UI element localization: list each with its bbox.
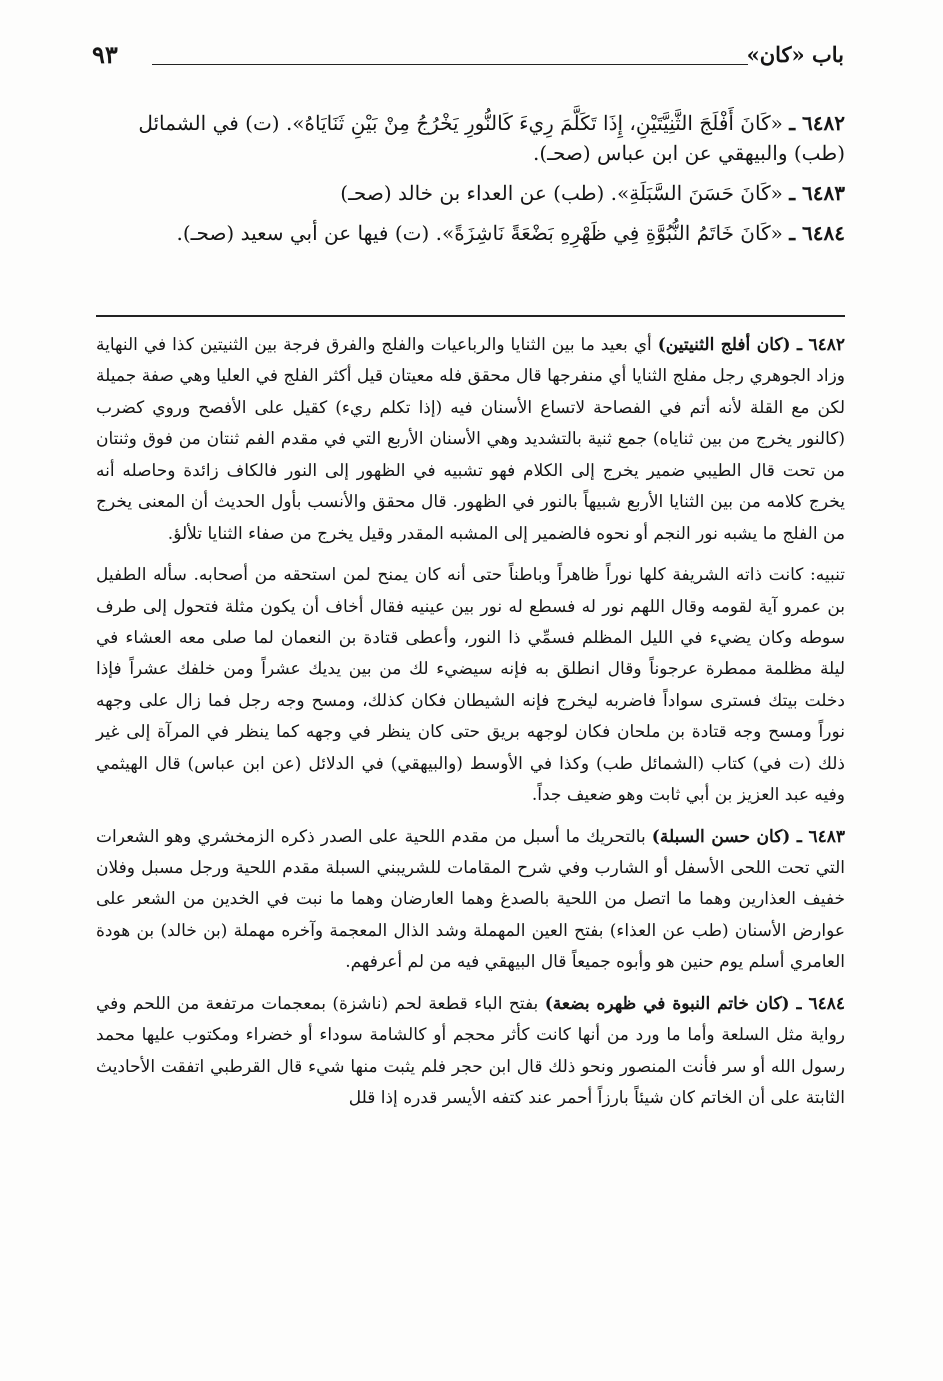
chapter-title: باب «كان» <box>746 42 844 67</box>
hadith-text: «كَانَ أَفْلَجَ الثَّنِيَّتَيْنِ، إِذَا تَكَلَّمَ رِيءَ كَالنُّورِ يَخْرُجُ مِنْ بَيْنِ ثَنَايَاهُ». (ت) في الشمائل (طب) والبيهقي عن ابن عباس (صحـ). <box>138 111 845 165</box>
commentary-paragraph <box>96 822 845 979</box>
page-number: ٩٣ <box>92 40 118 69</box>
hadith-text: «كَانَ خَاتَمُ النُّبُوَّةِ فِي ظَهْرِهِ بَضْعَةً نَاشِزَةً». (ت) فيها عن أبي سعيد (صحـ). <box>176 221 783 245</box>
commentary-lead: ٦٤٨٤ ـ (كان خاتم النبوة في ظهره بضعة) <box>544 993 845 1014</box>
page-header <box>92 40 844 74</box>
commentary-lead: ٦٤٨٣ ـ (كان حسن السبلة) <box>651 826 845 847</box>
commentary-section <box>96 330 845 1125</box>
hadith-entry <box>96 178 845 208</box>
commentary-lead: ٦٤٨٢ ـ (كان أفلج الثنيتين) <box>657 335 845 355</box>
hadith-number: ٦٤٨٢ ـ <box>789 111 845 135</box>
header-rule <box>152 64 748 65</box>
commentary-text: تنبيه: كانت ذاته الشريفة كلها نوراً ظاهراً وباطناً حتى أنه كان يمنح لمن استحقه من أصحابه. سأله الطفيل بن عمرو آية لقومه وقال اللهم نور له فسطع له نور بين عينيه فقال أخاف أن يكون مثلة فتحول إلى طرف سوطه وكان يضيء في الليل المظلم فسمِّي ذا النور، وأعطى قتادة بن النعمان لما صلى معه العشاء في ليلة مظلمة ممطرة عرجوناً وقال انطلق به فإنه سيضيء لك من بين يديك عشراً ومن خلفك عشراً فإذا دخلت بيتك فسترى سواداً فاضربه ليخرج فإنه الشيطان فكان كذلك، ومسح وجه رجل فما زال على وجهه نوراً ومسح وجه قتادة بن ملحان فكان لوجهه بريق حتى كان ينظر في وجهه كما ينظر في المرآة إلى غير ذلك (ت في) كتاب (الشمائل طب) وكذا في الأوسط (والبيهقي) في الدلائل (عن ابن عباس) قال الهيثمي وفيه عبد العزيز بن أبي ثابت وهو ضعيف جداً. <box>96 565 845 806</box>
hadith-entry <box>96 108 845 168</box>
commentary-text: أي بعيد ما بين الثنايا والرباعيات والفلج والفرق فرجة بين الثنيتين كذا في النهاية وزاد الجوهري رجل مفلج الثنايا أي منفرجها قال محقق فله معيتان قيل أكثر الفلج في العليا وهي صفة جميلة لكن مع القلة لأنه أتم في الفصاحة لاتساع الأسنان فيه (إذا تكلم ريء) كقيل على الأفصح وروي كضرب (كالنور يخرج من بين ثناياه) جمع ثنية بالتشديد وهي الأسنان الأربع التي في مقدم الفم ثنتان من فوق وثنتان من تحت قال الطيبي ضمير يخرج إلى الكلام فهو تشبيه في الظهور إلى النور فالكاف زائدة وحاصله أنه يخرج كلامه من بين الثنايا الأربع شبيهاً بالنور في الظهور. قال محقق والأنسب بأول الحديث أن المعنى يخرج من الفلج ما يشبه نور النجم أو نحوه فالضمير إلى المشبه المقدر وقيل يخرج من صفاء الثنايا تلألؤ. <box>96 335 845 544</box>
section-divider <box>96 315 845 317</box>
commentary-paragraph <box>96 330 845 550</box>
hadith-number: ٦٤٨٣ ـ <box>789 181 845 205</box>
hadith-number: ٦٤٨٤ ـ <box>789 221 845 245</box>
hadith-text: «كَانَ حَسَنَ السَّبَلَةِ». (طب) عن العداء بن خالد (صحـ) <box>340 181 783 205</box>
hadith-section <box>96 108 845 258</box>
commentary-text: بفتح الباء قطعة لحم (ناشزة) بمعجمات مرتفعة من اللحم وفي رواية مثل السلعة وأما ما ورد من أنها كانت كأثر محجم أو كالشامة سوداء أو خضراء ومكتوب عليها محمد رسول الله أو سر فأنت المنصور ونحو ذلك قال ابن حجر فلم يثبت منها شيء قال القرطبي اتفقت الأحاديث الثابتة على أن الخاتم كان شيئاً بارزاً أحمر عند كتفه الأيسر قدره إذا قلل <box>96 993 845 1109</box>
commentary-text: بالتحريك ما أسبل من مقدم اللحية على الصدر ذكره الزمخشري وهو الشعرات التي تحت اللحى الأسفل أو الشارب وفي شرح المقامات للشريبني السبلة مقدم اللحية ورجل مسبل وفلان خفيف العذارين وهما ما اتصل من اللحية بالصدغ وهما العارضان وهما ما نبت في الخدين من الشعر على عوارض الأسنان (طب عن العذاء) بفتح العين المهملة وشد الذال المعجمة وآخره مهملة (بن خالد) بن هودة العامري أسلم يوم حنين هو وأبوه جميعاً قال البيهقي فيه من لم أعرفهم. <box>96 826 845 973</box>
commentary-paragraph <box>96 560 845 812</box>
commentary-paragraph <box>96 989 845 1115</box>
hadith-entry <box>96 218 845 248</box>
